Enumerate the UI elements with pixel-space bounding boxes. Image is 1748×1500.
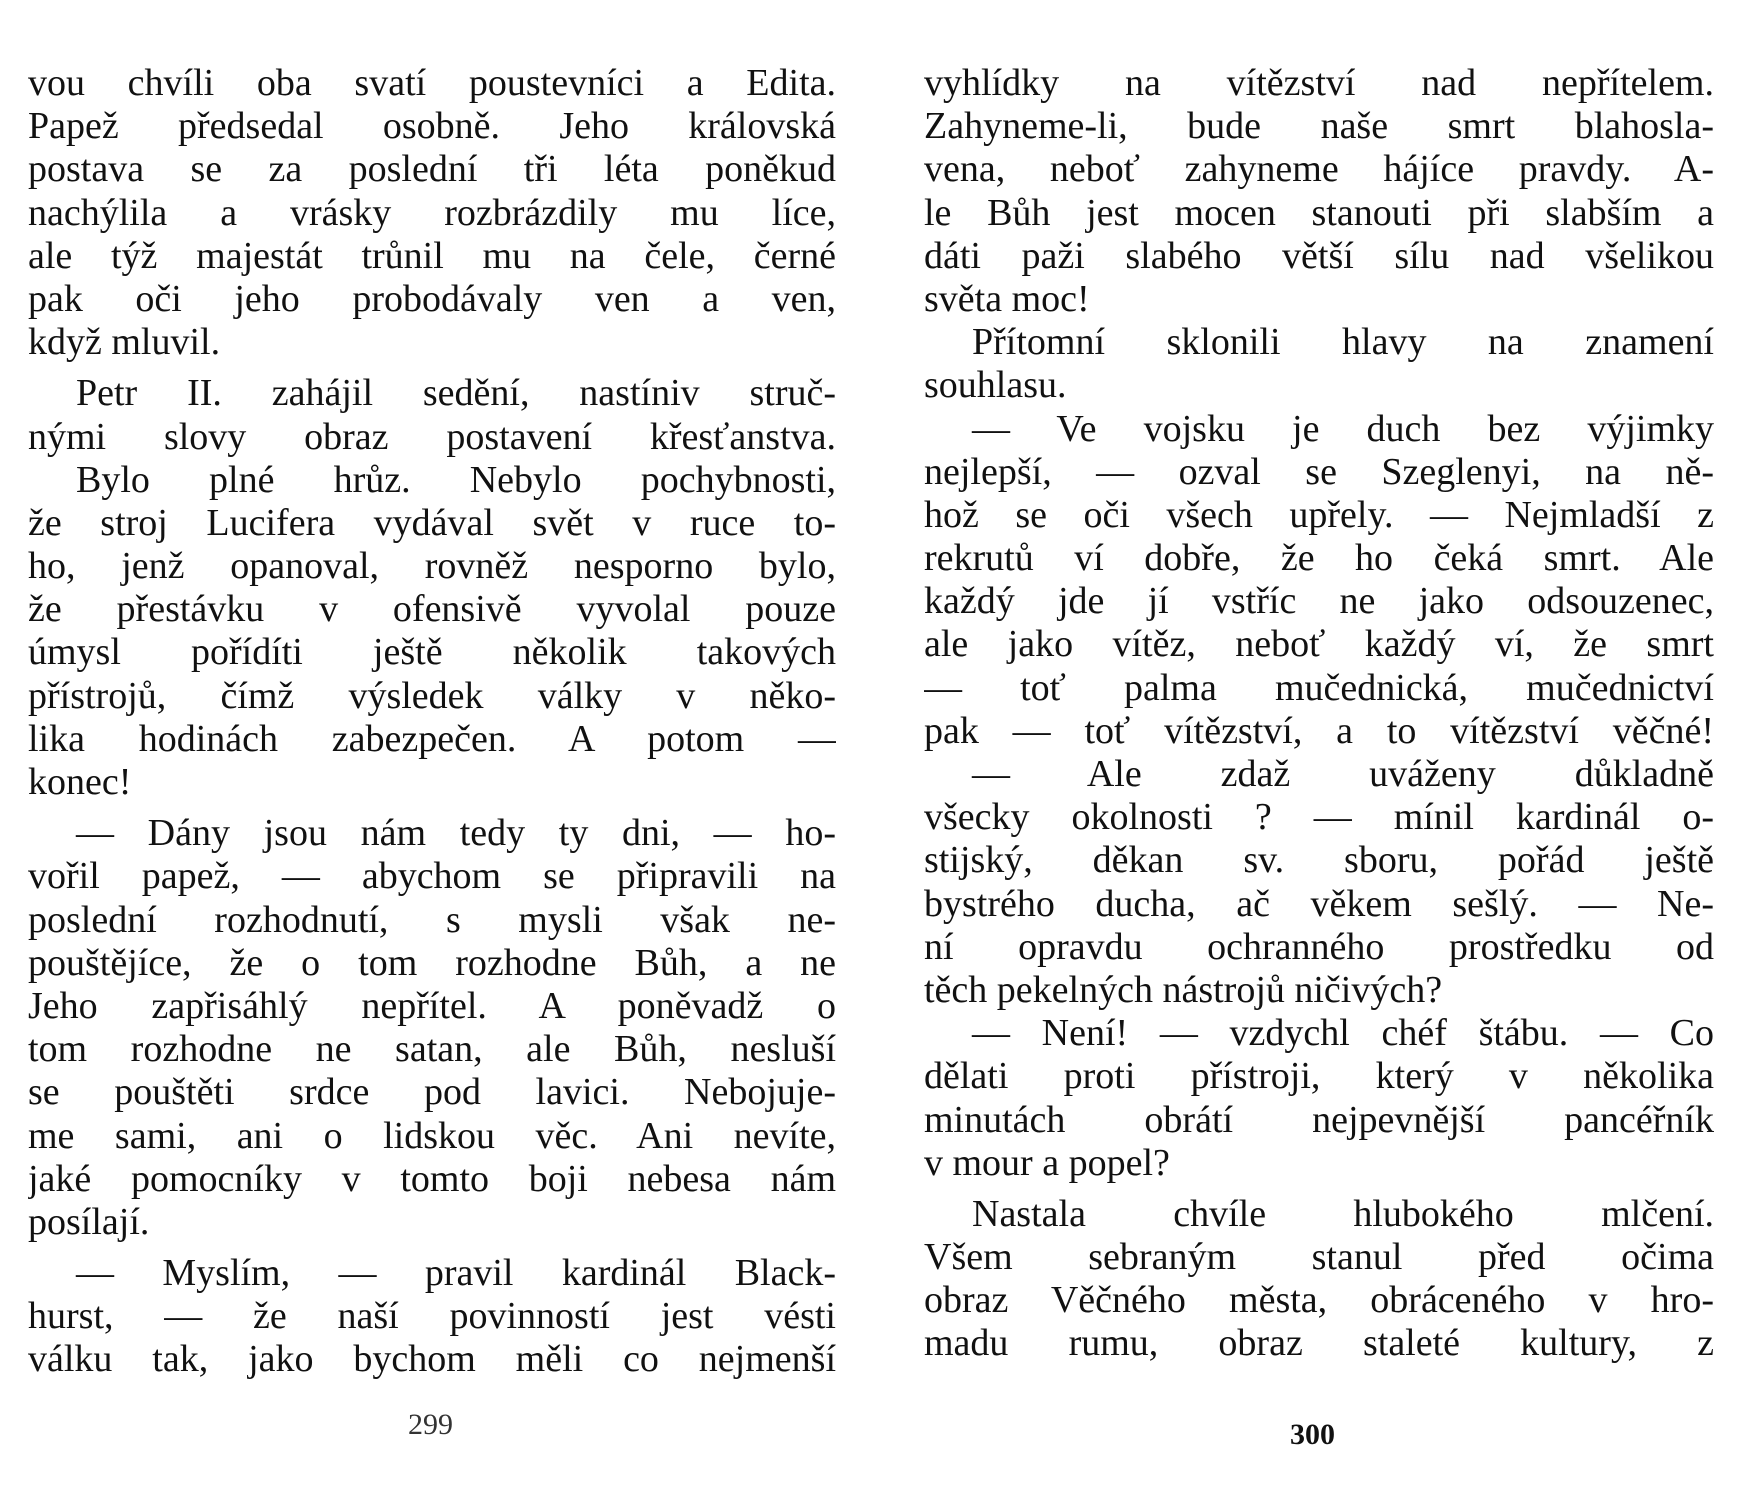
text-line: vou chvíli oba svatí poustevníci a Edita. (28, 62, 836, 104)
text-line: dělati proti přístroji, který v několika (924, 1055, 1714, 1098)
text-line: pak oči jeho probodávaly ven a ven, (28, 277, 836, 320)
text-line: poslední rozhodnutí, s mysli však ne- (28, 898, 836, 941)
text-line: že přestávku v ofensivě vyvolal pouze (28, 588, 836, 631)
text-line: minutách obrátí nejpevnější pancéřník (924, 1098, 1714, 1141)
text-line: rekrutů ví dobře, že ho čeká smrt. Ale (924, 537, 1714, 580)
page-number: 299 (408, 1408, 453, 1441)
text-line: ale jako vítěz, neboť každý ví, že smrt (924, 623, 1714, 666)
text-line: Papež předsedal osobně. Jeho královská (28, 105, 836, 148)
text-line: lika hodinách zabezpečen. A potom — (28, 717, 836, 760)
text-line: hož se oči všech upřely. — Nejmladší z (924, 493, 1714, 536)
text-line: nachýlila a vrásky rozbrázdily mu líce, (28, 191, 836, 234)
text-line: le Bůh jest mocen stanouti při slabším a (924, 191, 1714, 234)
text-line: tom rozhodne ne satan, ale Bůh, nesluší (28, 1028, 836, 1071)
text-line: Jeho zapřisáhlý nepřítel. A poněvadž o (28, 984, 836, 1027)
text-line: jaké pomocníky v tomto boji nebesa nám (28, 1157, 836, 1200)
text-line: všecky okolnosti ? — mínil kardinál o- (924, 796, 1714, 839)
text-line: vena, neboť zahyneme hájíce pravdy. A- (924, 148, 1714, 191)
text-line: — toť palma mučednická, mučednictví (924, 666, 1714, 709)
text-line: madu rumu, obraz staleté kultury, z (924, 1322, 1714, 1365)
text-line: ní opravdu ochranného prostředku od (924, 925, 1714, 968)
text-line: ale týž majestát trůnil mu na čele, černé (28, 234, 836, 277)
text-line: souhlasu. (924, 364, 1067, 407)
text-line: světa moc! (924, 277, 1090, 320)
text-line: v mour a popel? (924, 1141, 1170, 1184)
text-line: — Ale zdaž uváženy důkladně (972, 753, 1714, 795)
text-line: posílají. (28, 1200, 150, 1243)
text-line: se pouštěti srdce pod lavici. Nebojuje- (28, 1071, 836, 1114)
text-line: těch pekelných nástrojů ničivých? (924, 968, 1443, 1011)
text-line: — Dány jsou nám tedy ty dni, — ho- (76, 812, 836, 855)
text-line: — Myslím, — pravil kardinál Black- (76, 1252, 836, 1295)
text-line: válku tak, jako bychom měli co nejmenší (28, 1338, 836, 1381)
text-line: Nastala chvíle hlubokého mlčení. (972, 1192, 1714, 1235)
text-line: pouštějíce, že o tom rozhodne Bůh, a ne (28, 941, 836, 984)
text-line: že stroj Lucifera vydával svět v ruce to- (28, 501, 836, 544)
text-line: postava se za poslední tři léta poněkud (28, 148, 836, 191)
left-page-text (28, 62, 836, 1382)
text-line: hurst, — že naší povinností jest vésti (28, 1295, 836, 1338)
right-page-text (924, 62, 1714, 1366)
text-line: — Není! — vzdychl chéf štábu. — Co (972, 1012, 1714, 1055)
text-line: konec! (28, 761, 132, 803)
text-line: ho, jenž opanoval, rovněž nesporno bylo, (28, 545, 836, 588)
text-line: každý jde jí vstříc ne jako odsouzenec, (924, 580, 1714, 623)
text-line: me sami, ani o lidskou věc. Ani nevíte, (28, 1114, 836, 1157)
text-line: dáti paži slabého větší sílu nad všelikou (924, 234, 1714, 277)
text-line: nými slovy obraz postavení křesťanstva. (28, 415, 836, 458)
text-line: když mluvil. (28, 321, 221, 364)
text-line: pak — toť vítězství, a to vítězství věčné! (924, 709, 1714, 752)
text-line: bystrého ducha, ač věkem sešlý. — Ne- (924, 882, 1714, 925)
text-line: vořil papež, — abychom se připravili na (28, 855, 836, 898)
text-line: Bylo plné hrůz. Nebylo pochybnosti, (76, 458, 836, 501)
text-line: nejlepší, — ozval se Szeglenyi, na ně- (924, 450, 1714, 493)
text-line: přístrojů, čímž výsledek války v něko- (28, 674, 836, 717)
text-line: Přítomní sklonili hlavy na znamení (972, 321, 1714, 364)
text-line: Petr II. zahájil sedění, nastíniv struč- (76, 372, 836, 415)
text-line: stijský, děkan sv. sboru, pořád ještě (924, 839, 1714, 882)
text-line: Zahyneme-li, bude naše smrt blahosla- (924, 105, 1714, 148)
text-line: — Ve vojsku je duch bez výjimky (972, 407, 1714, 450)
text-line: vyhlídky na vítězství nad nepřítelem. (924, 62, 1714, 104)
page-number: 300 (1290, 1418, 1335, 1451)
text-line: úmysl pořídíti ještě několik takových (28, 631, 836, 674)
text-line: obraz Věčného města, obráceného v hro- (924, 1279, 1714, 1322)
text-line: Všem sebraným stanul před očima (924, 1236, 1714, 1279)
